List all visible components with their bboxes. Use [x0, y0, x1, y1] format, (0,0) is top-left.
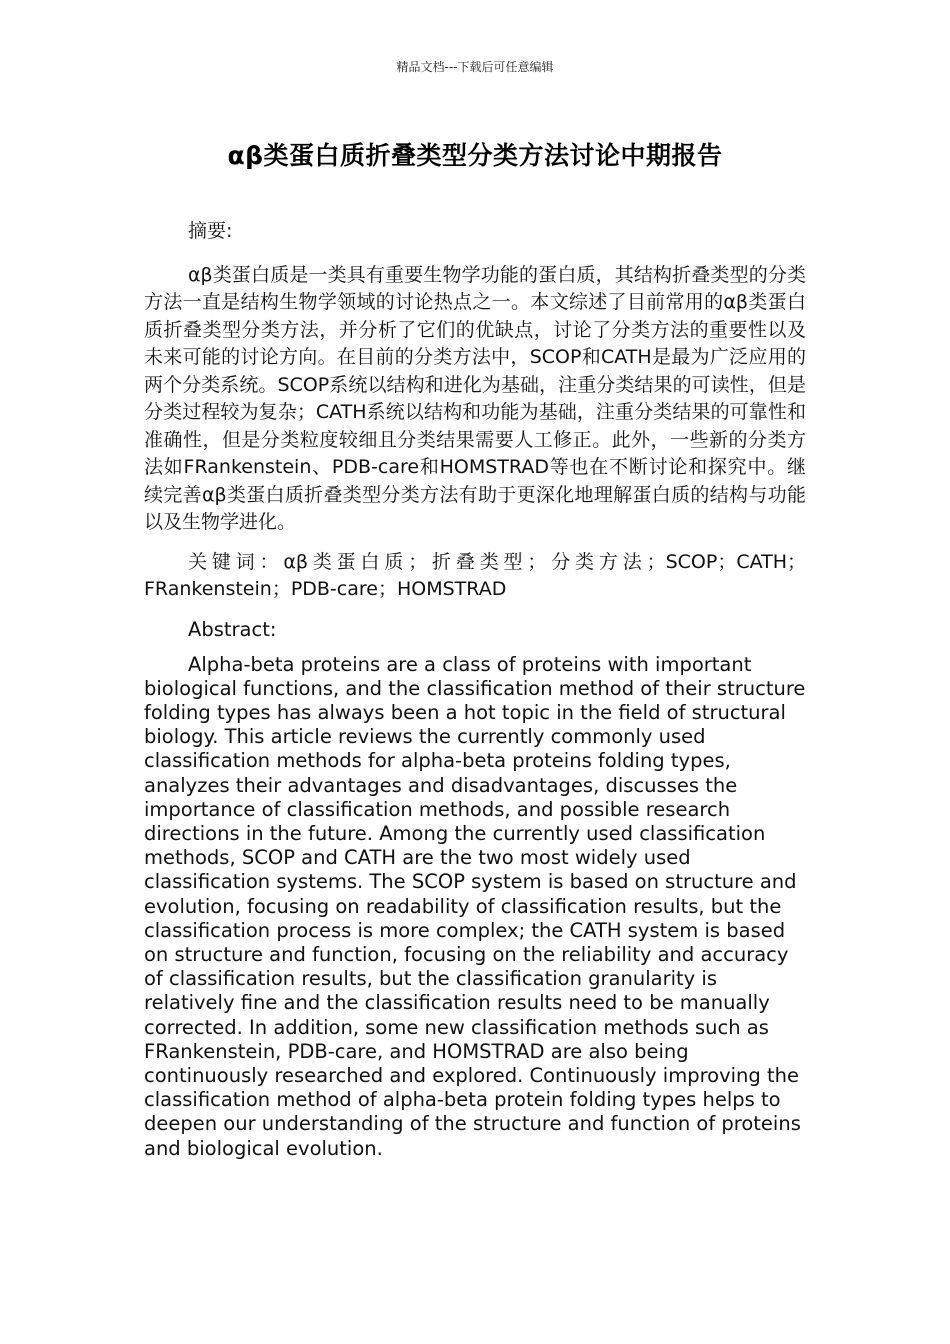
- zh-abstract-label: 摘要:: [188, 220, 233, 242]
- zh-abstract-paragraph: αβ类蛋白质是一类具有重要生物学功能的蛋白质，其结构折叠类型的分类方法一直是结构生物学领域的讨论热点之一。本文综述了目前常用的αβ类蛋白质折叠类型分类方法，并分析了它们的优缺点，讨论了分类方法的重要性以及未来可能的讨论方向。在目前的分类方法中，SCOP和CATH是最为广泛应用的两个分类系统。SCOP系统以结构和进化为基础，注重分类结果的可读性，但是分类过程较为复杂；CATH系统以结构和功能为基础，注重分类结果的可靠性和准确性，但是分类粒度较细且分类结果需要人工修正。此外，一些新的分类方法如FRankenstein、PDB-care和HOMSTRAD等也在不断讨论和探究中。继续完善αβ类蛋白质折叠类型分类方法有助于更深化地理解蛋白质的结构与功能以及生物学进化。: [144, 263, 806, 533]
- en-abstract-label: Abstract:: [188, 617, 277, 641]
- page-header-note: 精品文档---下载后可任意编辑: [396, 60, 554, 74]
- document-body: [144, 218, 806, 1161]
- document-title: αβ类蛋白质折叠类型分类方法讨论中期报告: [227, 141, 723, 170]
- en-abstract-paragraph: Alpha-beta proteins are a class of proteins with important biological functions, and the classification method of their structure folding types has always been a hot topic in the field of structural biology. This article reviews the currently commonly used classification methods for alpha-beta proteins folding types, analyzes their advantages and disadvantages, discusses the importance of classification methods, and possible research directions in the future. Among the currently used classification methods, SCOP and CATH are the two most widely used classification systems. The SCOP system is based on structure and evolution, focusing on readability of classification results, but the classification process is more complex; the CATH system is based on structure and function, focusing on the reliability and accuracy of classification results, but the classification granularity is relatively fine and the classification results need to be manually corrected. In addition, some new classification methods such as FRankenstein, PDB-care, and HOMSTRAD are also being continuously researched and explored. Continuously improving the classification method of alpha-beta protein folding types helps to deepen our understanding of the structure and function of proteins and biological evolution.: [144, 652, 806, 1160]
- zh-keywords-paragraph: 关键词：αβ类蛋白质；折叠类型；分类方法；SCOP；CATH；FRankenstein；PDB-care；HOMSTRAD: [144, 550, 806, 600]
